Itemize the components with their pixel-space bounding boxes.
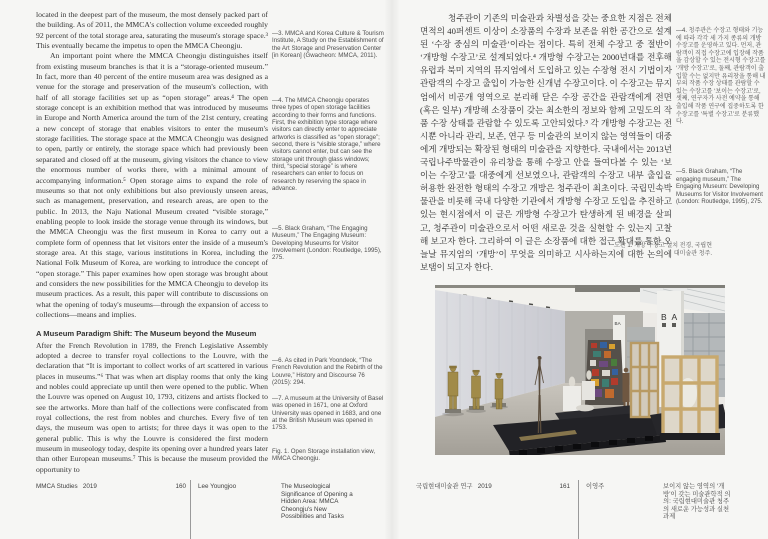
right-footer-journal — [416, 483, 492, 491]
journal-year: 2019 — [82, 483, 97, 490]
column-sign-ba: B A — [661, 312, 679, 322]
right-footer-author: 이영주 — [586, 483, 605, 490]
right-page-number: 161 — [559, 483, 570, 490]
margin-note-4-kr: —4. 청주관은 수장고 형태와 기능에 따라 각각 세 가지 종류의 개방 수장고를 운영하고 있다. 먼저, 관람객이 직접 수장고에 입장해 작품을 감상할 수 있는 전시형 수장고를 ‘개방 수장고’로, 둘째, 관람객이 출입할 수는 없지만 유리창을 통해 내부의 작품 수장 상태를 관람할 수 있는 수장고를 ‘보이는 수장고’로, 셋째, 연구자가 사전 예약을 통해 출입해 작품 연구에 집중하도록 한 수장고를 ‘특별 수장고’로 분류했다. — [676, 28, 766, 126]
left-footer-article-title: The Museological Significance of Opening a Hidden Area: MMCA Cheongju's New Possibilities and Tasks — [281, 483, 353, 521]
figure-1-caption-kr: 도판 1. 개방 수장고 설치 전경, 국립현대미술관 청주. — [614, 243, 712, 257]
footnote-3: —3. MMCA and Korea Culture & Tourism Institute, A Study on the Establishment of the Art Storage and Preservation Center [in Korean] (Gwacheon: MMCA, 2011). — [272, 30, 384, 60]
section-heading: A Museum Paradigm Shift: The Museum beyond the Museum — [36, 329, 257, 339]
footnote-6: —6. As cited in Park Yoondeok, “The French Revolution and the Rebirth of the Louvre,” History and Discourse 76 (2015): 294. — [272, 357, 383, 387]
left-footer-author: Lee Youngjoo — [198, 483, 237, 490]
column-sign-small: BA — [614, 321, 621, 326]
footnote-4: —4. The MMCA Cheongju operates three types of open storage facilities according to their forms and functions. First, the exhibition type storage where visitors can directly enter to appreciate artworks is classified as “open storage”; second, there is “visible storage,” where visitors cannot enter, but can see the storage unit through glass windows; third, “special storage” is where researchers can enter to focus on research by reserving the space in advance. — [272, 97, 381, 193]
right-footer-article-title: 보이지 않는 영역의 ‘개방’이 갖는 미술관학적 의의: 국립현대미술관 청주의 새로운 가능성과 실천 과제 — [663, 483, 731, 521]
golden-statues — [442, 366, 508, 416]
left-footer-journal — [36, 483, 97, 491]
footnote-7: —7. A museum at the University of Basel was opened in 1671, one at Oxford University was opened in 1683, and one at the British Museum was opened in 1753. — [272, 395, 384, 432]
open-storage-photo-illustration — [435, 285, 725, 455]
paragraph: located in the deepest part of the museum, the most densely packed part of the building. As of 2011, the MMCA's collection volume exceeded roughly 92 percent of the total storage area, saturating the museum's storage space.³ This eventually became the impetus to open the MMCA Cheongju. — [36, 10, 268, 51]
journal-name-kr: 국립현대미술관 연구 — [416, 483, 473, 490]
left-page-number: 160 — [175, 483, 186, 490]
right-page-body — [420, 12, 672, 274]
figure-photo-open-storage — [435, 285, 725, 455]
figure-1-caption: Fig. 1. Open Storage installation view, MMCA Cheongju. — [272, 448, 376, 463]
white-sculpture-lying — [576, 405, 594, 412]
page-gutter-shadow — [384, 0, 400, 539]
left-page-body — [36, 10, 268, 475]
journal-year-kr: 2019 — [477, 483, 492, 490]
paragraph: An important point where the MMCA Cheongju distinguishes itself from existing museum branches is that it is a “storage-oriented museum.” In fact, more than 40 percent of the entire museum area was designed as a venue for the storage and preservation of the museum's collection, with half of all storage facilities set up as “open storage” areas.⁴ The open storage concept is an exhibition method that was introduced by museums in Europe and North America around the turn of the 21st century, creating a new concept of storage that enables visitors to enter the museum's storage facilities. The storage space at the MMCA Cheongju was designed to open, partly or entirely, the storage space which had previously been separated and closed off at the museum, giving visitors the chance to view the enormous number of works there, with a minimal amount of accompanying information.⁵ Open storage aims to expand the role of museums so that not only exhibitions but also previously unseen areas, such as management, preservation, and research areas, are open to the public. In 2013, the Naju National Museum created “visible storage,” enabling people to look inside the storage venue through its windows, but the MMCA Cheongju was the first museum in Korea to carry out a complete form of openness that let visitors enter the inside of a museum's storage area. At this stage, various institutions in Korea, including the National Folk Museum of Korea, are working to introduce the concept of “open storage.” This paper examines how open storage was brought about and considers the new possibilities for the MMCA Cheongju to develop its museum practices. As a result, this paper will contribute to discussions on what the opening of today's museums—through the expansion of access to collections—means and implies. — [36, 51, 268, 319]
footer-divider-left — [190, 480, 191, 539]
paragraph: After the French Revolution in 1789, the French Legislative Assembly adopted a decree to transfer royal collections to the Louvre, with the declaration that “It is important to collect works of art scattered in various places in museums.”⁶ That was when art display rooms that only the king and nobles could appreciate up until then were opened to the public. When the Louvre was opened on August 10, 1793, citizens and artists flocked to see the artworks. More than half of the collections were confiscated from royal collections, the rest from nobles and churches. Every five of ten days, the museum was open to artists; for three days it was open to the general public. This is why the Louvre is considered the first modern museum in museology today, despite its opening over a hundred years later than other European museums.⁷ This is because the museum provided the opportunity to — [36, 340, 268, 474]
footer-divider-right — [578, 480, 579, 539]
journal-name: MMCA Studies — [36, 483, 78, 490]
margin-note-5-kr: —5. Black Graham, “The engaging museum,” The Engaging Museum: Developing Museums for Visitor Involvement (London: Routledge, 1995), 275. — [676, 169, 763, 206]
footnote-5: —5. Black Graham, “The Engaging Museum,” The Engaging Museum: Developing Museums for Visitor Involvement (London: Routledge, 1995), 275. — [272, 225, 382, 262]
paragraph: 청주관이 기존의 미술관과 차별성을 갖는 중요한 지점은 전체 면적의 40퍼센트 이상이 소장품의 수장과 보존을 위한 공간으로 설계된 ‘수장 중심의 미술관’이라는 점이다. 특히 전체 수장고 중 절반이 ‘개방형 수장고’로 설계되었다.⁴ 개방형 수장고는 2000년대를 전후해 유럽과 북미 지역의 뮤지엄에서 도입하고 있는 수장형 전시 기법이자 관람객의 수장고 출입이 가능한 신개념 수장고이다. 이 수장고는 뮤지엄에서 비공개 영역으로 분리해 닫은 수장 공간을 관람객에게 전면(혹은 일부) 개방해 소장품이 갖는 최소한의 정보와 함께 고밀도의 작품 수장 상태를 관람할 수 있도록 고안되었다.⁵ 각 개방형 수장고는 전시뿐 아니라 관리, 보존, 연구 등 미술관의 보이지 않는 영역들이 대중에게 개방되는 확장된 형태의 미술관을 지향한다. 국내에서는 2013년 국립나주박물관이 유리창을 통해 수장고 안을 들여다볼 수 있는 ‘보이는 수장고’를 대중에게 선보였으나, 관람객의 수장고 내부 출입을 허용한 완전한 형태의 수장고 개방은 청주관이 최초이다. 국립민속박물관을 비롯해 국내 다양한 기관에서 개방형 수장고 도입을 추진하고 있는 현시점에서 이 글은 개방형 수장고가 탄생하게 된 배경을 살피고, 청주관이 미술관으로서 어떤 새로운 것을 실현할 수 있는지 고찰해 보고자 한다. 그리하여 이 글은 소장품에 대한 접근 확대를 통한 오늘날 뮤지엄의 ‘개방’이 무엇을 의미하고 시사하는지에 대한 논의에 보탬이 되고자 한다. — [420, 13, 672, 272]
